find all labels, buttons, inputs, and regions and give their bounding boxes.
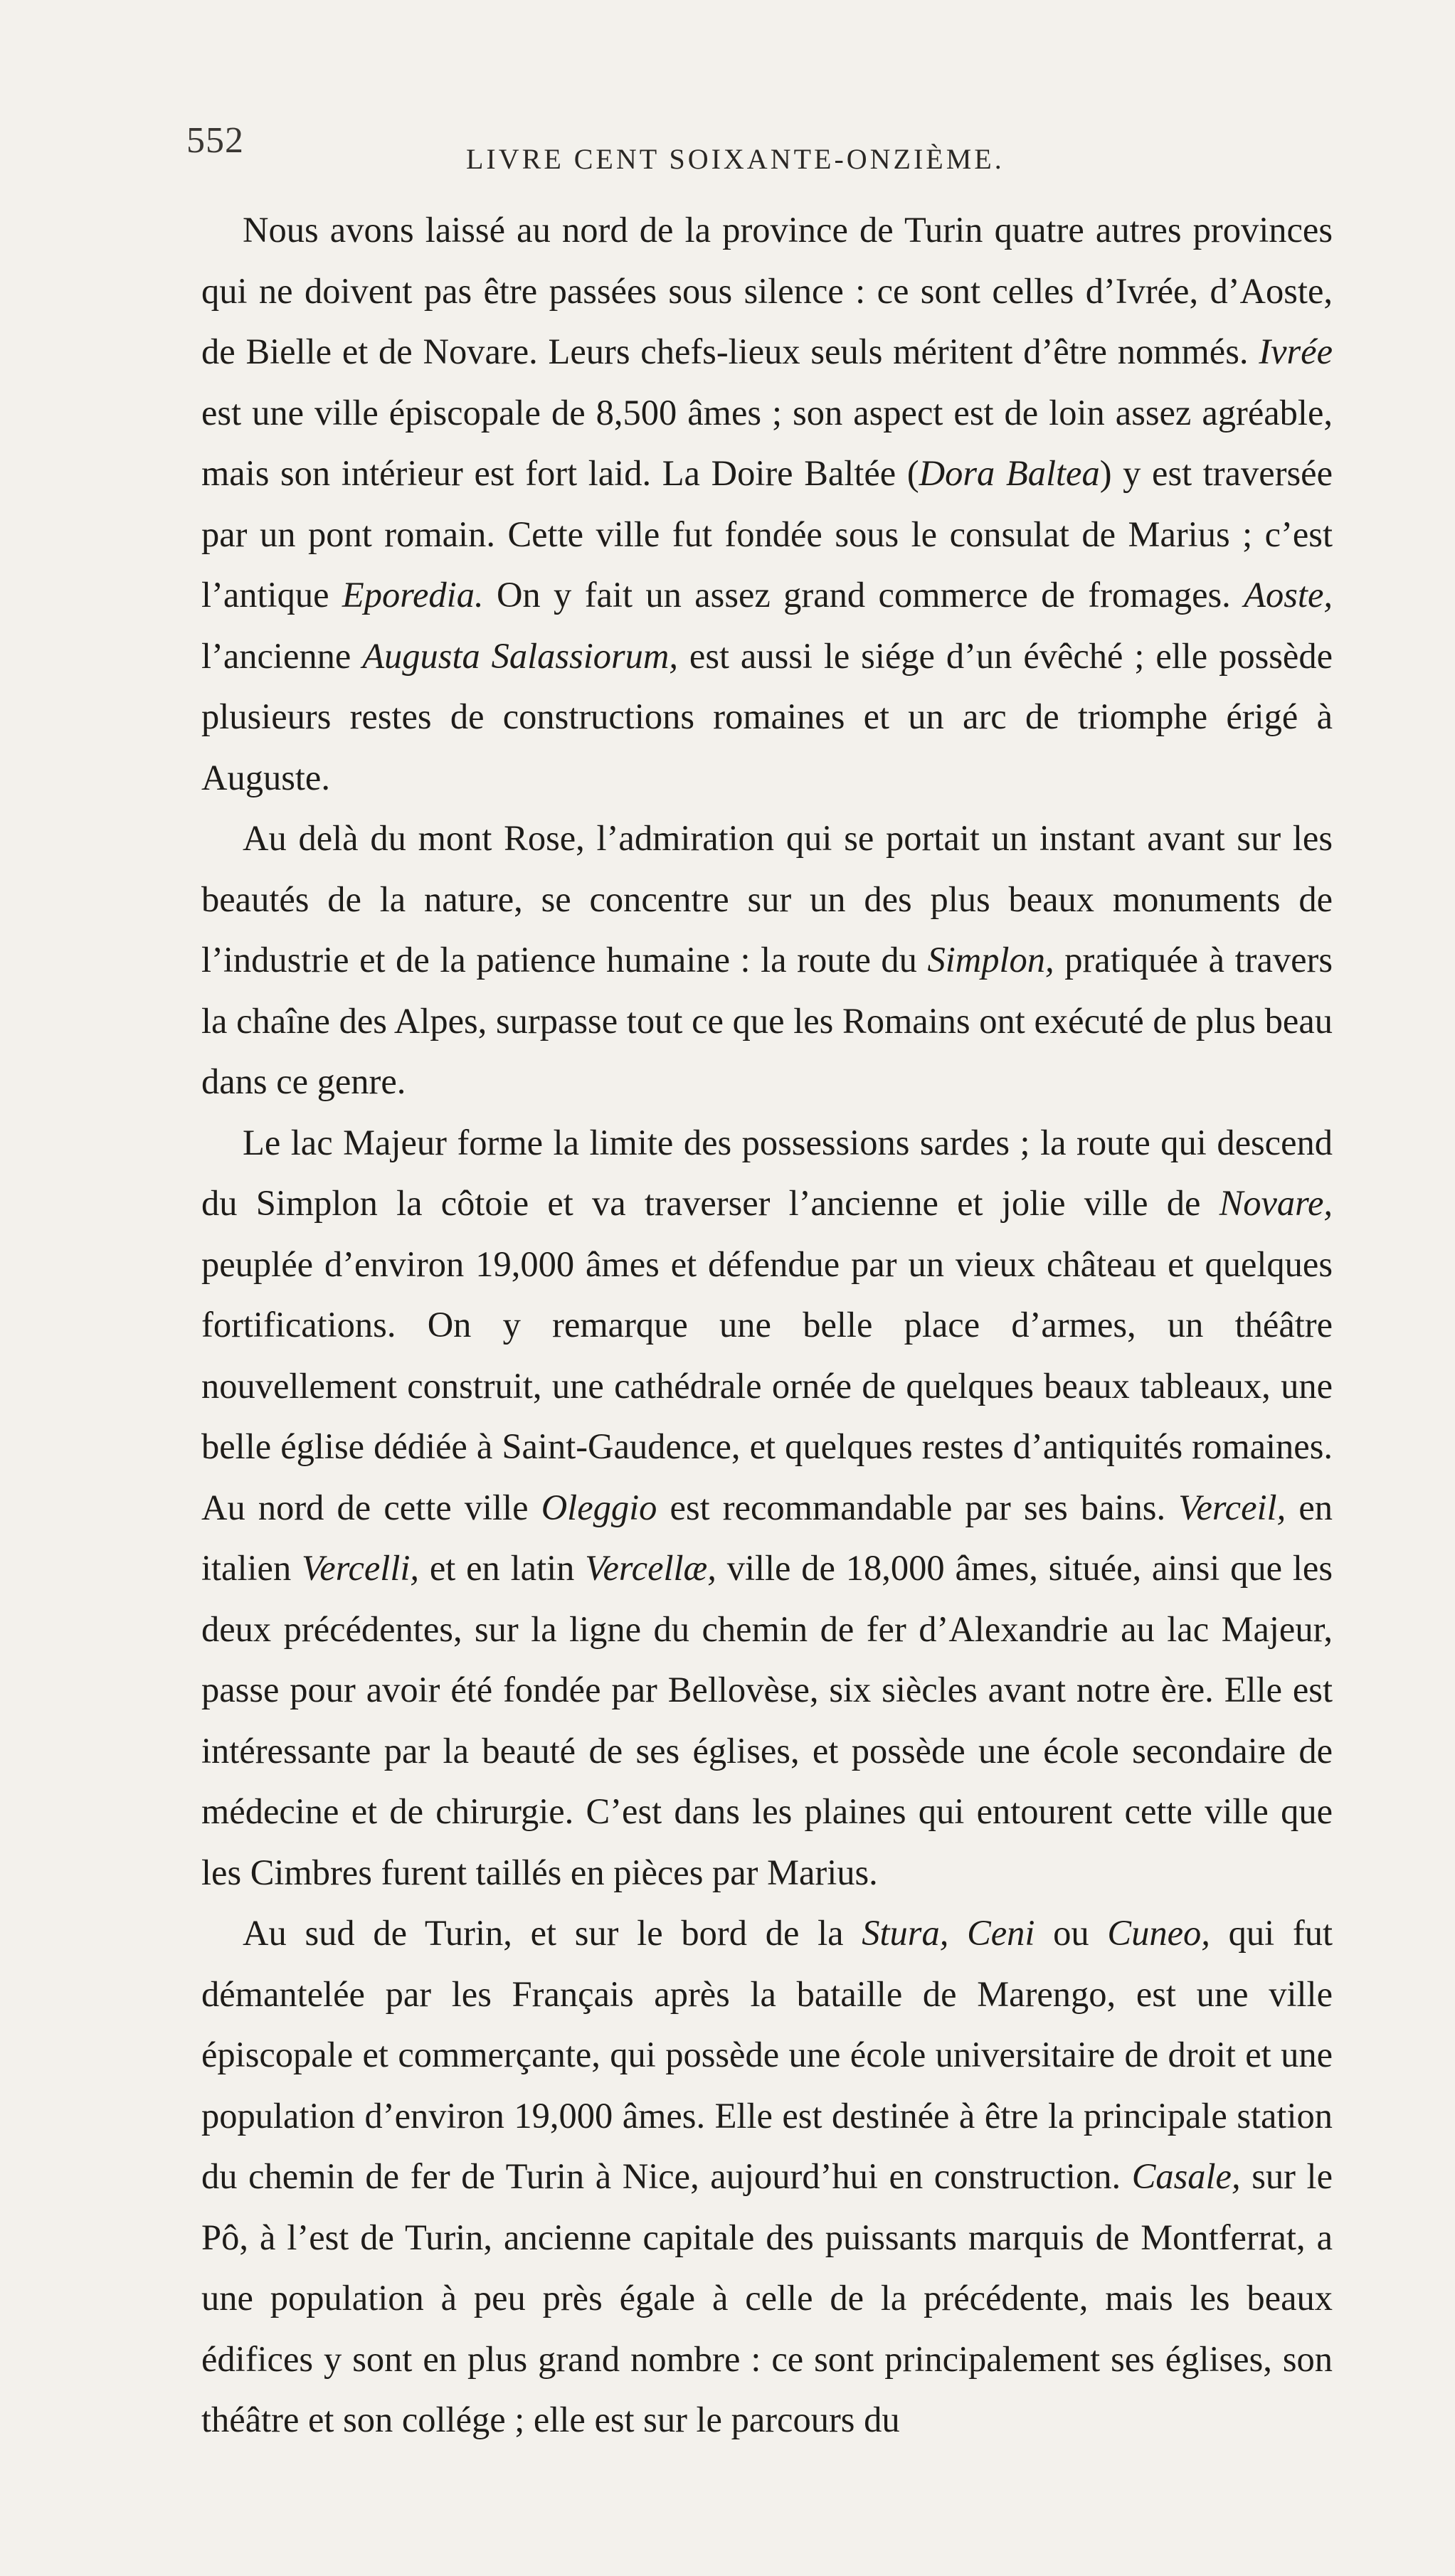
italic-term: Simplon, <box>927 940 1054 980</box>
text-run: pratiquée à travers la chaîne des Alpes, surpasse tout ce que les Romains ont exécuté de plus beau dans ce genre. <box>201 940 1333 1101</box>
text-run: est recommandable par ses bains. <box>657 1487 1179 1527</box>
page-number: 552 <box>186 120 244 161</box>
text-run: en italien <box>201 1487 1333 1588</box>
paragraph-novare-verceil <box>201 1113 1333 1904</box>
text-run: Le lac Majeur forme la limite des possessions sardes ; la route qui descend du Simplon la côtoie et va traverser l’ancienne et jolie ville de <box>201 1122 1333 1223</box>
text-run: Au delà du mont Rose, l’admiration qui se portait un instant avant sur les beautés de la nature, se concentre sur un des plus beaux monuments de l’industrie et de la patience humaine : la route du <box>201 818 1333 980</box>
text-run: qui fut démantelée par les Français après la bataille de Marengo, est une ville épiscopale et commerçante, qui possède une école universitaire de droit et une population d’environ 19,000 âmes. Elle est destinée à être la principale station du chemin de fer de Turin à Nice, aujourd’hui en construction. <box>201 1913 1333 2196</box>
italic-term: Eporedia. <box>342 575 484 615</box>
text-run: l’ancienne <box>201 635 363 676</box>
italic-term: Oleggio <box>541 1487 657 1527</box>
italic-term: Cuneo, <box>1107 1913 1210 1953</box>
paragraph-simplon <box>201 808 1333 1113</box>
text-run: Nous avons laissé au nord de la province de Turin quatre autres provinces qui ne doivent pas être passées sous silence : ce sont celles d’Ivrée, d’Aoste, de Bielle et de Novare. Leurs chefs-lieux seuls méritent d’être nommés. <box>201 210 1333 371</box>
italic-term: Ivrée <box>1259 332 1333 371</box>
text-run: sur le Pô, à l’est de Turin, ancienne capitale des puissants marquis de Montferrat, a une population à peu près égale à celle de la précédente, mais les beaux édifices y sont en plus grand nombre : ce sont principalement ses églises, son théâtre et son collége ; elle est sur le parcours du <box>201 2156 1333 2439</box>
paragraph-cuneo-casale <box>201 1903 1333 2451</box>
text-run: peuplée d’environ 19,000 âmes et défendue par un vieux château et quelques fortifications. On y remarque une belle place d’armes, un théâtre nouvellement construit, une cathédrale ornée de quelques beaux tableaux, une belle église dédiée à Saint-Gaudence, et quelques restes d’antiquités romaines. Au nord de cette ville <box>201 1244 1333 1527</box>
text-run: ville de 18,000 âmes, située, ainsi que les deux précédentes, sur la ligne du chemin de fer d’Alexandrie au lac Majeur, passe pour avoir été fondée par Bellovèse, six siècles avant notre ère. Elle est intéressante par la beauté de ses églises, et possède une école secondaire de médecine et de chirurgie. C’est dans les plaines qui entourent cette ville que les Cimbres furent taillés en pièces par Marius. <box>201 1548 1333 1892</box>
paragraph-ivree-aoste <box>201 200 1333 808</box>
italic-term: Aoste, <box>1244 575 1333 615</box>
text-run: On y fait un assez grand commerce de fromages. <box>483 575 1244 615</box>
text-run: est une ville épiscopale de 8,500 âmes ; son aspect est de loin assez agréable, mais son intérieur est fort laid. La Doire Baltée ( <box>201 392 1333 493</box>
italic-term: Novare, <box>1219 1183 1333 1223</box>
text-run: ) y est traversée par un pont romain. Cette ville fut fondée sous le consulat de Marius ; c’est l’antique <box>201 453 1333 615</box>
text-run: est aussi le siége d’un évêché ; elle possède plusieurs restes de constructions romaines et un arc de triomphe érigé à Auguste. <box>201 635 1333 797</box>
text-run: Au sud de Turin, et sur le bord de la <box>243 1913 862 1953</box>
text-run: et en latin <box>419 1548 586 1588</box>
italic-term: Stura, Ceni <box>862 1913 1035 1953</box>
running-title: LIVRE CENT SOIXANTE-ONZIÈME. <box>466 143 1005 175</box>
body-text <box>201 200 1333 2451</box>
italic-term: Verceil, <box>1178 1487 1286 1527</box>
italic-term: Casale, <box>1131 2156 1241 2196</box>
italic-term: Vercellæ, <box>585 1548 716 1588</box>
italic-term: Dora Baltea <box>919 453 1100 493</box>
italic-term: Vercelli, <box>302 1548 420 1588</box>
text-run: ou <box>1035 1913 1108 1953</box>
italic-term: Augusta Salassiorum, <box>362 635 679 676</box>
